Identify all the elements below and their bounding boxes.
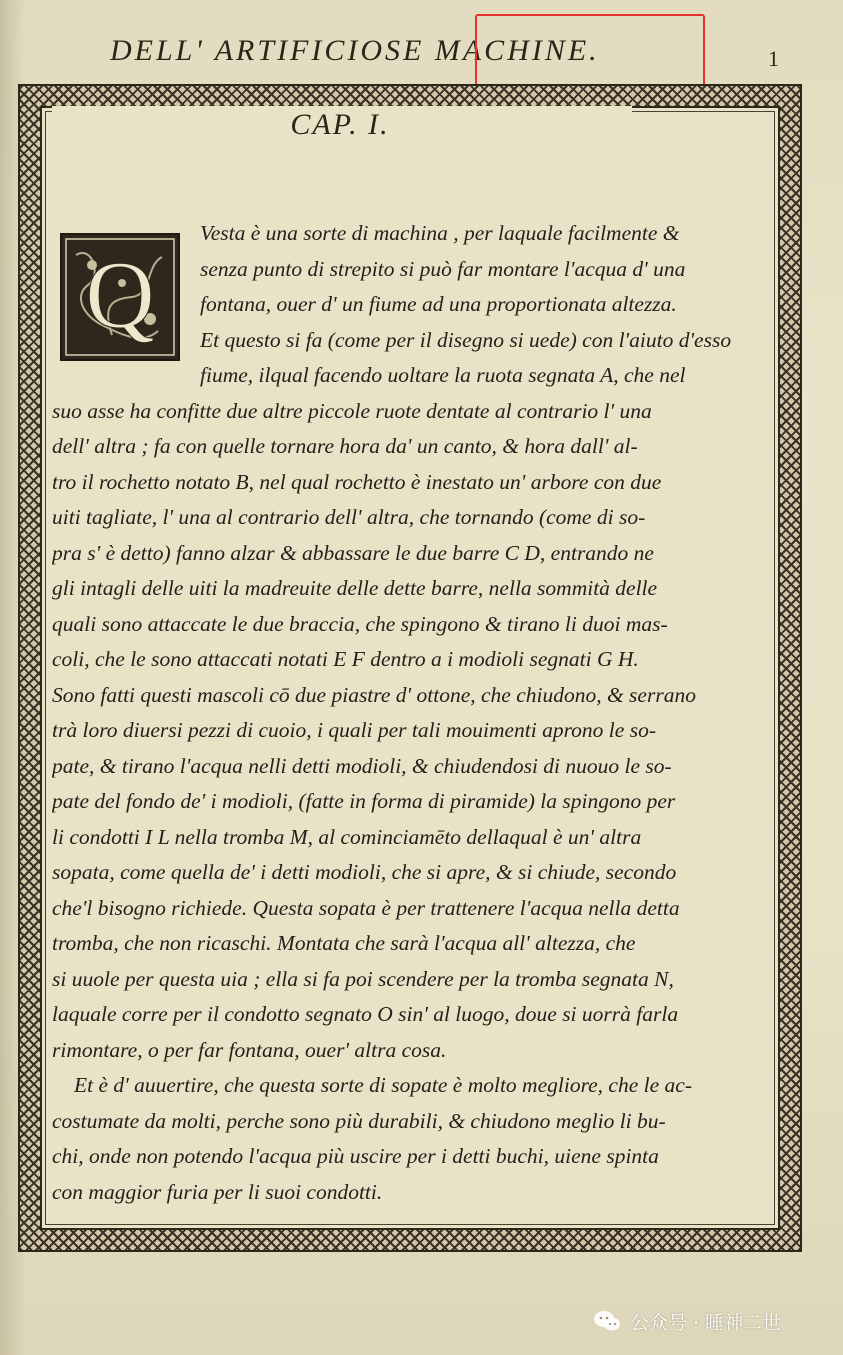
text-line: pate del fondo de' i modioli, (fatte in forma di piramide) la spingono per — [52, 789, 676, 813]
watermark-text: 公众号 · 睡神二世 — [630, 1311, 782, 1334]
chapter-title: CAP. I. — [290, 108, 390, 141]
text-line: coli, che le sono attaccati notati E F dentro a i modioli segnati G H. — [52, 647, 639, 671]
text-line: tromba, che non ricaschi. Montata che sarà l'acqua all' altezza, che — [52, 931, 636, 955]
text-line: rimontare, o per far fontana, ouer' altra cosa. — [52, 1037, 447, 1062]
text-line: con maggior furia per li suoi condotti. — [52, 1179, 383, 1204]
text-line: fiume, ilqual facendo uoltare la ruota segnata A, che nel — [200, 363, 686, 387]
text-line: si uuole per questa uia ; ella si fa poi scendere per la tromba segnata N, — [52, 966, 674, 991]
text-line: laquale corre per il condotto segnato O sin' al luogo, doue si uorrà farla — [52, 1002, 679, 1026]
text-line: Sono fatti questi mascoli cō due piastre d' ottone, che chiudono, & serrano — [52, 682, 696, 707]
text-line: tro il rochetto notato B, nel qual rochetto è inestato un' arbore con due — [52, 469, 662, 494]
text-line: sopata, come quella de' i detti modioli, che si apre, & si chiude, secondo — [52, 860, 677, 884]
dropcap-letter: Q — [85, 241, 155, 348]
text-line: quali sono attaccate le due braccia, che spingono & tirano li duoi mas- — [52, 611, 668, 636]
text-line: costumate da molti, perche sono più durabili, & chiudono meglio li bu- — [52, 1108, 666, 1133]
text-line: che'l bisogno richiede. Questa sopata è per trattenere l'acqua nella detta — [52, 895, 680, 920]
page-number: 1 — [768, 46, 779, 71]
text-line: Et questo si fa (come per il disegno si uede) con l'aiuto d'esso — [200, 327, 732, 352]
source-watermark — [592, 1306, 781, 1336]
text-line: li condotti I L nella tromba M, al cominciamēto dellaqual è un' altra — [52, 824, 642, 849]
text-line: pra s' è detto) fanno alzar & abbassare le due barre C D, entrando ne — [52, 540, 654, 565]
text-line: fontana, ouer d' un fiume ad una proportionata altezza. — [200, 292, 677, 316]
text-line: Et è d' auuertire, che questa sorte di sopate è molto megliore, che le ac- — [74, 1073, 692, 1097]
wechat-icon — [592, 1308, 622, 1334]
body-text — [52, 216, 767, 1210]
text-line: chi, onde non potendo l'acqua più uscire per i detti buchi, uiene spinta — [52, 1144, 659, 1168]
text-line: pate, & tirano l'acqua nelli detti modioli, & chiudendosi di nuouo le so- — [52, 753, 672, 778]
text-line: trà loro diuersi pezzi di cuoio, i quali per tali mouimenti aprono le so- — [52, 718, 656, 742]
running-title: DELL' ARTIFICIOSE MACHINE. — [110, 34, 600, 67]
text-line: dell' altra ; fa con quelle tornare hora da' un canto, & hora dall' al- — [52, 434, 638, 458]
text-line: gli intagli delle uiti la madreuite delle dette barre, nella sommità delle — [52, 576, 658, 600]
text-line: suo asse ha confitte due altre piccole ruote dentate al contrario l' una — [52, 398, 652, 423]
text-line: Vesta è una sorte di machina , per laquale facilmente & — [200, 221, 680, 245]
text-line: uiti tagliate, l' una al contrario dell' altra, che tornando (come di so- — [52, 505, 646, 529]
text-line: senza punto di strepito si può far montare l'acqua d' una — [200, 256, 686, 281]
